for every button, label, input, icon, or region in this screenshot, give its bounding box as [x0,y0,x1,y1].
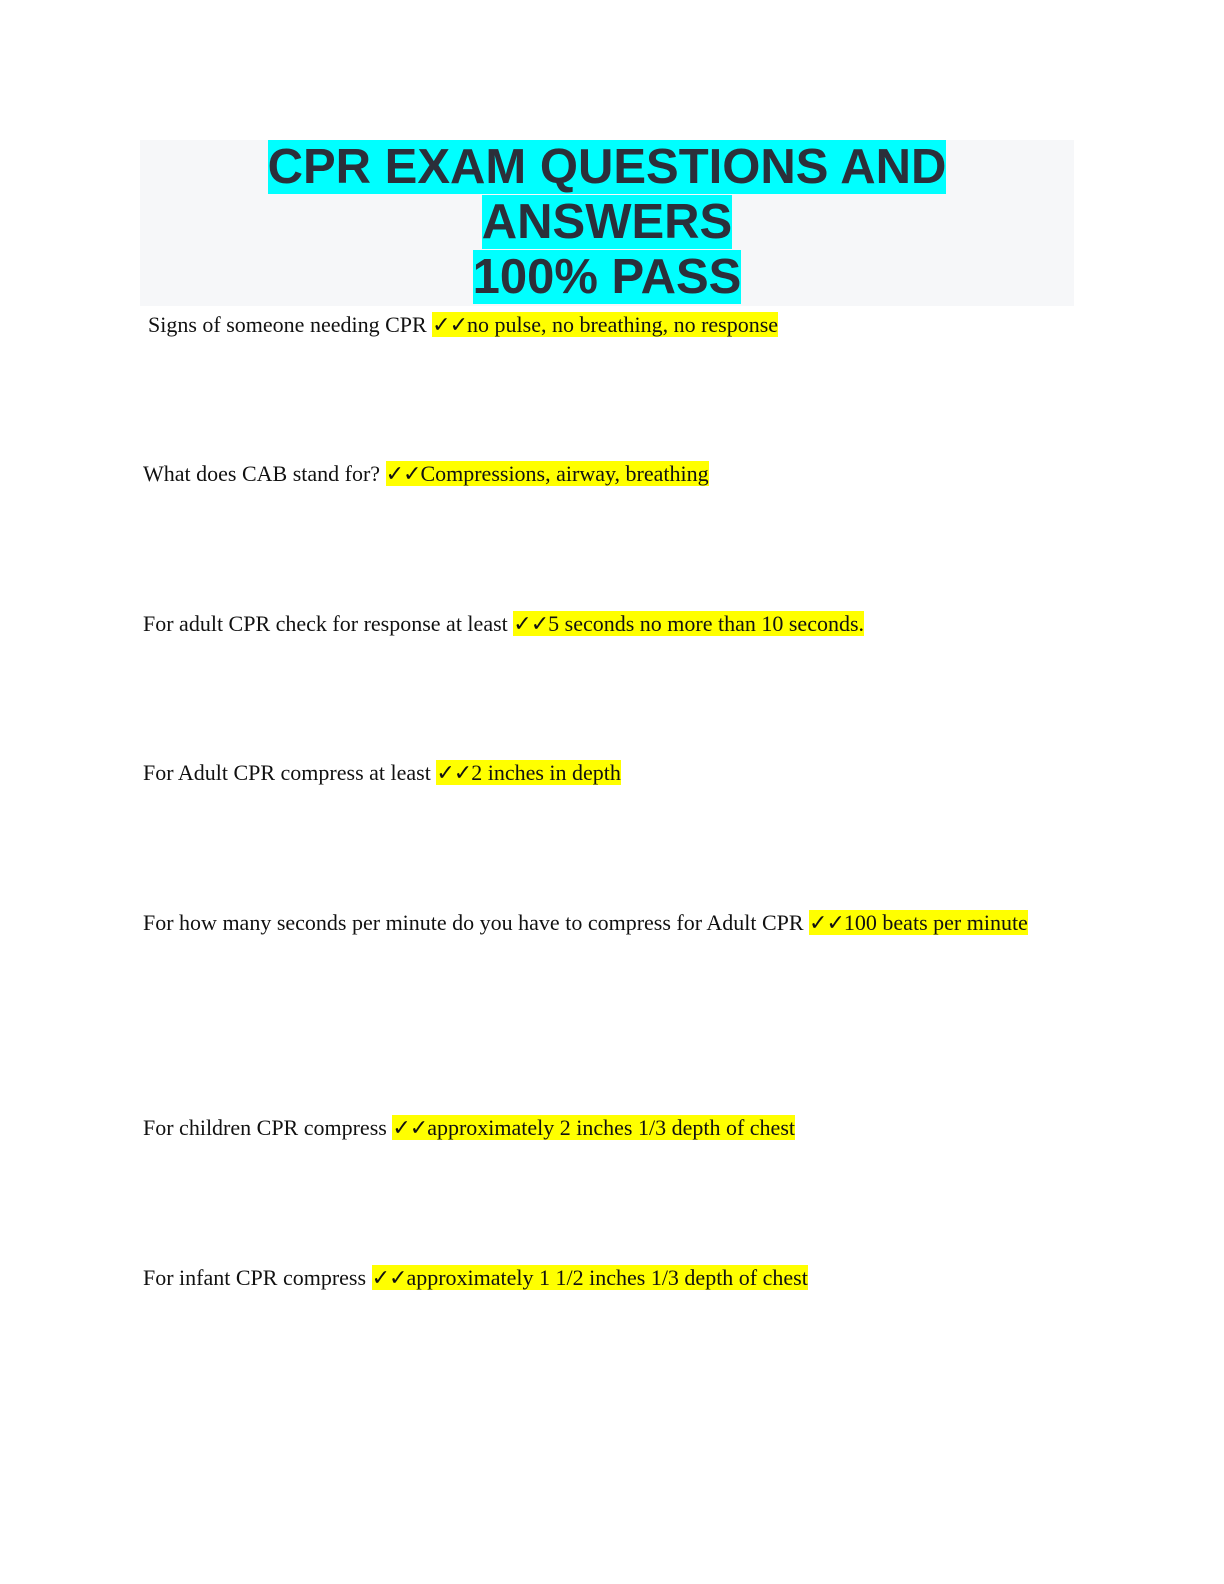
check-icon: ✓✓ [385,462,421,487]
answer-highlight [809,910,1028,935]
question-text: For Adult CPR compress at least [143,760,437,785]
check-icon: ✓✓ [809,911,844,936]
answer-highlight [392,1115,795,1140]
question-text: What does CAB stand for? [143,461,386,486]
qa-item [148,295,1048,355]
check-icon: ✓✓ [436,761,472,786]
title-line-2: 100% PASS [472,250,742,304]
question-text: For adult CPR check for response at least [143,611,514,636]
question-text: For children CPR compress [143,1115,393,1140]
qa-item [143,594,1043,654]
answer-text: no pulse, no breathing, no response [467,312,779,337]
title-line-1: CPR EXAM QUESTIONS AND ANSWERS [267,140,947,249]
answer-highlight [386,461,709,486]
answer-text: Compressions, airway, breathing [420,461,709,486]
qa-item [143,444,1043,504]
document-title [140,140,1074,305]
answer-text: 5 seconds no more than 10 seconds. [548,611,865,636]
question-text: For how many seconds per minute do you have to compress for Adult CPR [143,910,810,935]
qa-item [143,1248,1043,1308]
question-text: Signs of someone needing CPR [148,312,433,337]
check-icon: ✓✓ [432,313,468,338]
answer-text: approximately 2 inches 1/3 depth of chest [427,1115,795,1140]
check-icon: ✓✓ [513,612,549,637]
answer-highlight [513,611,864,636]
qa-item [143,1098,1043,1158]
answer-highlight [372,1265,808,1290]
answer-text: approximately 1 1/2 inches 1/3 depth of chest [406,1265,808,1290]
qa-item [143,743,1043,803]
answer-highlight [436,760,621,785]
title-block [140,140,1074,306]
question-text: For infant CPR compress [143,1265,372,1290]
check-icon: ✓✓ [371,1266,407,1291]
answer-highlight [432,312,778,337]
answer-text: 2 inches in depth [471,760,621,785]
answer-text: 100 beats per minute [843,910,1028,935]
qa-item [143,893,1043,953]
check-icon: ✓✓ [392,1116,428,1141]
